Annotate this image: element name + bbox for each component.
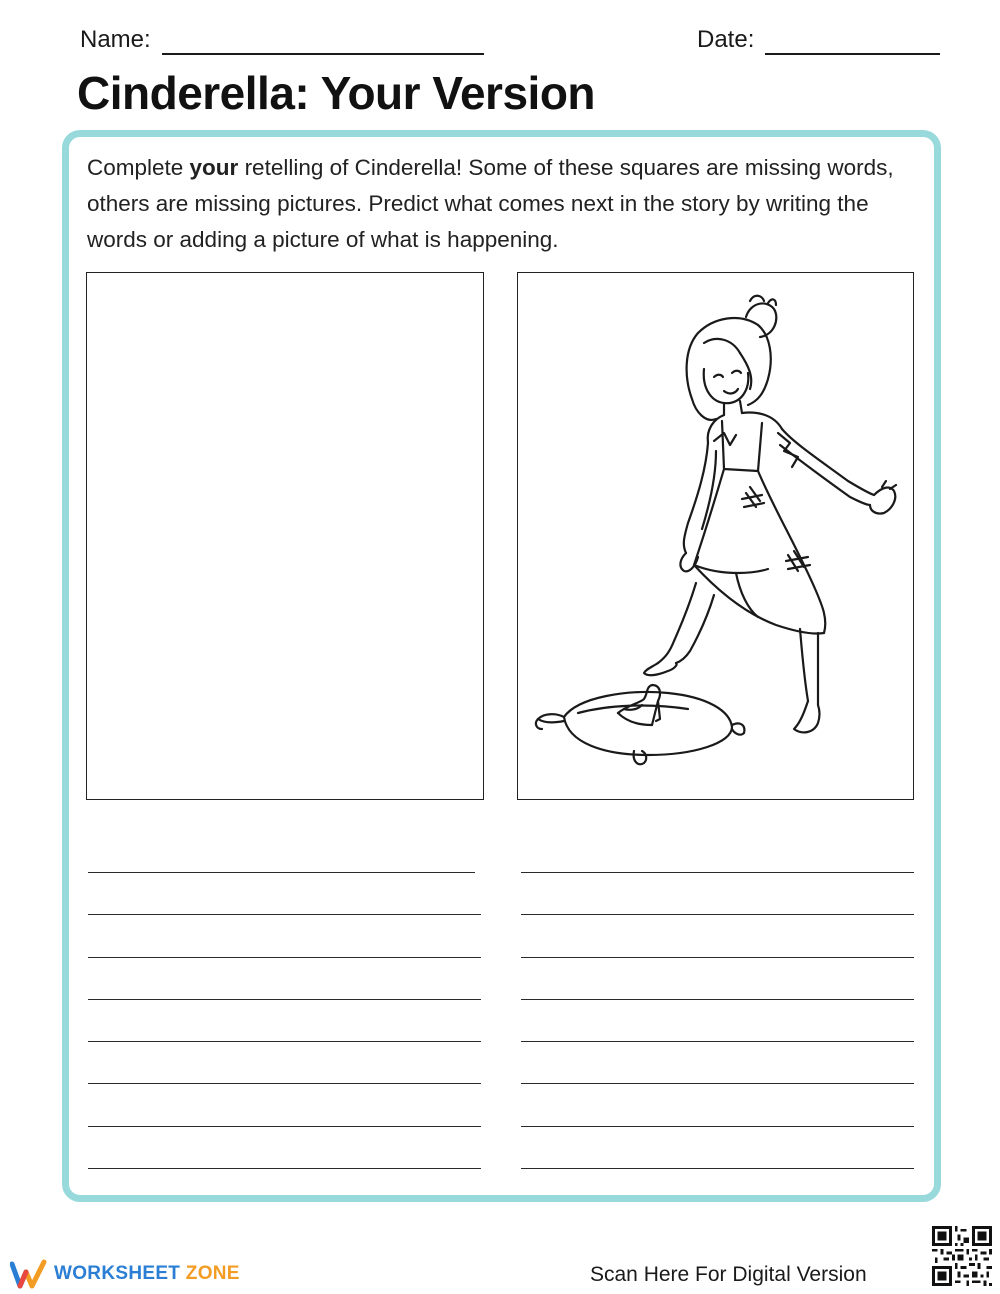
right-writing-line[interactable] [521,1126,914,1127]
left-writing-line[interactable] [88,1168,481,1169]
right-writing-line[interactable] [521,999,914,1000]
cinderella-illustration [518,273,913,799]
right-writing-line[interactable] [521,1168,914,1169]
right-writing-line[interactable] [521,1083,914,1084]
logo-text-zone: ZONE [185,1263,240,1284]
right-writing-line[interactable] [521,957,914,958]
left-picture-box[interactable] [86,272,484,800]
left-writing-line[interactable] [88,957,481,958]
left-writing-line[interactable] [88,999,481,1000]
left-writing-line[interactable] [88,1041,481,1042]
logo-wordmark [54,1263,240,1285]
name-label: Name: [80,26,151,53]
instructions-part-1: Complete [87,155,190,180]
instructions-text [87,150,917,258]
worksheet-zone-logo [10,1258,240,1290]
date-label: Date: [697,26,755,53]
scan-instruction: Scan Here For Digital Version [590,1263,867,1286]
logo-w-icon [10,1258,50,1290]
instructions-emphasis: your [189,155,239,180]
worksheet-title: Cinderella: Your Version [77,67,596,119]
right-writing-line[interactable] [521,872,914,873]
left-writing-line[interactable] [88,872,475,873]
left-writing-line[interactable] [88,1126,481,1127]
instructions-part-2: retelling of Cinderella! Some of these squares are missing words, others are missing pictures. Predict what comes next in the story by writing the words or adding a picture of what is happening. [87,155,894,252]
right-picture-box [517,272,914,800]
left-writing-line[interactable] [88,1083,481,1084]
right-writing-line[interactable] [521,1041,914,1042]
logo-text-worksheet: WORKSHEET [54,1263,181,1284]
date-input-line[interactable] [765,53,940,55]
qr-code-icon[interactable] [932,1226,992,1286]
name-input-line[interactable] [162,53,484,55]
left-writing-line[interactable] [88,914,481,915]
right-writing-line[interactable] [521,914,914,915]
